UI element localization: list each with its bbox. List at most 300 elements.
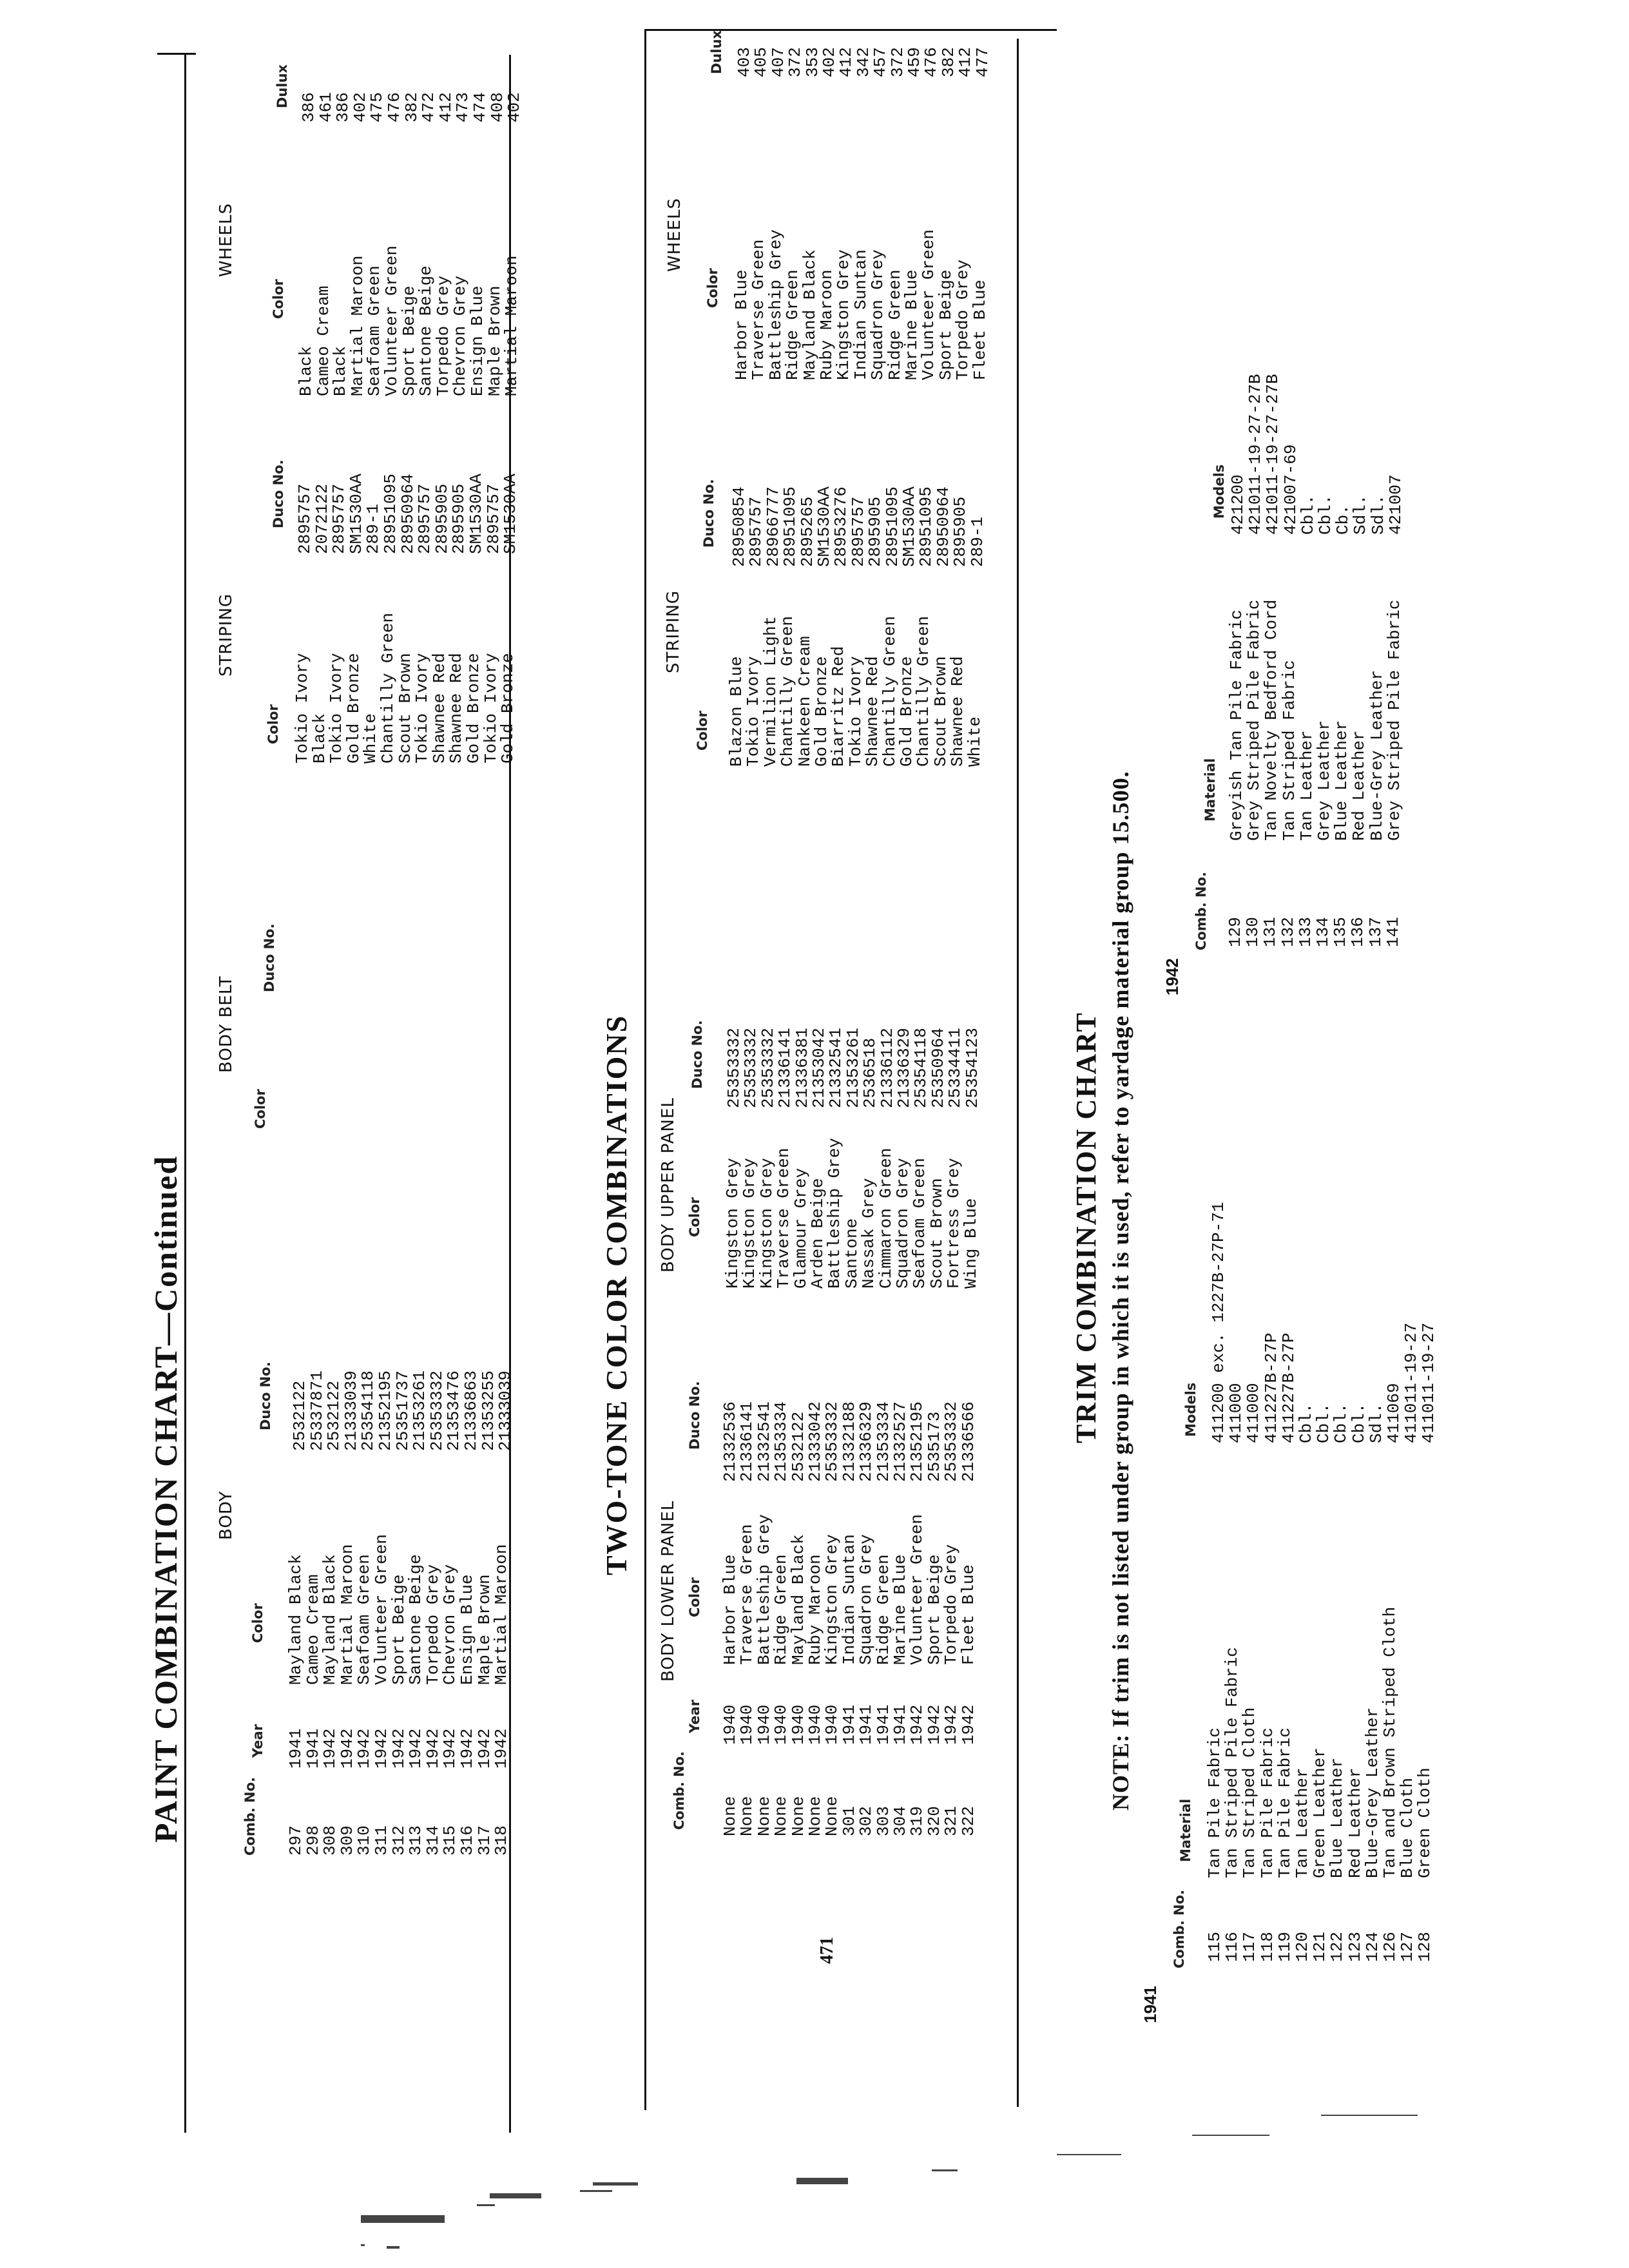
cell: Seafoam Green [910, 1158, 930, 1289]
cell: 382 [401, 92, 421, 122]
twotone-header-upper-duco: Duco No. [689, 1020, 705, 1089]
cell: 1940 [771, 1704, 791, 1745]
cell: 21336329 [894, 1028, 914, 1108]
cell: Ridge Green [885, 269, 905, 380]
cell: Black [309, 713, 329, 764]
paint-col-stripe-color [294, 613, 517, 764]
cell: 124 [1362, 1932, 1382, 1962]
paint-col-year [287, 1729, 510, 1769]
cell: Chevron Grey [440, 1564, 460, 1685]
cell: Volunteer Green [907, 1514, 927, 1665]
paint-header-belt-duco: Duco No. [262, 923, 277, 992]
cell: None [822, 1796, 842, 1836]
cell: 342 [853, 47, 873, 77]
cell: 461 [316, 92, 336, 122]
cell: Tan Striped Pile Fabric [1222, 1647, 1242, 1878]
cell: Gold Bronze [498, 653, 518, 764]
cell: Tan Leather [1296, 730, 1316, 841]
cell: 318 [492, 1825, 512, 1856]
paint-header-wheel-color: Color [271, 279, 286, 319]
cell: Sport Beige [399, 285, 419, 396]
cell: 312 [389, 1825, 409, 1856]
cell: Ensign Blue [467, 285, 487, 396]
cell: 1941 [286, 1728, 305, 1769]
cell: 459 [905, 47, 925, 77]
cell: Red Leather [1345, 1767, 1365, 1878]
trim-1941-header-material: Material [1178, 1798, 1193, 1862]
cell: 317 [474, 1825, 494, 1856]
cell: Glamour Grey [791, 1168, 811, 1289]
cell: 309 [337, 1825, 357, 1856]
paint-group-body: BODY [217, 1490, 236, 1540]
cell: Squadron Grey [856, 1534, 876, 1665]
cell: 21336112 [877, 1028, 897, 1108]
cell: Ruby Maroon [805, 1554, 825, 1665]
cell: 304 [891, 1806, 911, 1836]
cell: Vermilion Light [760, 615, 780, 767]
cell: Kingston Grey [723, 1158, 742, 1289]
trim-1941-col-comb [1206, 1932, 1434, 1962]
cell: 1942 [492, 1728, 512, 1769]
cell: 21332536 [720, 1401, 740, 1482]
paint-header-year: Year [250, 1724, 265, 1758]
cell: Torpedo Grey [941, 1544, 961, 1665]
twotone-header-lower-color: Color [687, 1577, 702, 1617]
cell: Nassak Grey [859, 1178, 879, 1289]
cell: 25351737 [392, 1370, 412, 1451]
cell: 1940 [788, 1704, 808, 1745]
cell: Mayland Black [286, 1554, 305, 1685]
cell: 2532122 [788, 1411, 808, 1482]
cell: Mayland Black [320, 1554, 340, 1685]
cell: Gold Bronze [463, 653, 483, 764]
trim-1942-col-models [1229, 374, 1405, 535]
paint-header-stripe-color: Color [265, 704, 281, 744]
cell: 2895905 [449, 483, 469, 554]
cell: 476 [921, 47, 941, 77]
cell: 21353255 [478, 1370, 498, 1451]
cell: 21336381 [792, 1028, 812, 1108]
scan-artifact [1057, 2154, 1121, 2155]
cell: 133 [1295, 917, 1315, 947]
cell: 1941 [891, 1704, 911, 1745]
cell: 2895757 [746, 496, 766, 567]
twotone-col-upper-color [724, 1138, 979, 1289]
cell: Scout Brown [930, 656, 950, 767]
cell: Santone Beige [416, 265, 436, 396]
cell: Ensign Blue [457, 1574, 477, 1685]
cell: Shawnee Red [863, 656, 883, 767]
cell: Blue Cloth [1398, 1777, 1418, 1878]
trim-1941-label: 1941 [1141, 1986, 1160, 2023]
cell: 412 [836, 47, 856, 77]
cell: 1940 [822, 1704, 842, 1745]
paint-top-rule [184, 55, 186, 2133]
cell: SM1530AA [501, 474, 521, 554]
cell: 382 [938, 47, 958, 77]
cell: 405 [751, 47, 771, 77]
trim-note: NOTE: If trim is not listed under group in which it is used, refer to yardage material group 15.500. [1108, 771, 1133, 1811]
cell: 28951095 [882, 486, 902, 567]
cell: 1942 [406, 1728, 426, 1769]
cell: Blue-Grey Leather [1362, 1707, 1382, 1878]
cell: Torpedo Grey [433, 275, 453, 396]
cell: Tan Striped Fabric [1279, 660, 1299, 841]
cell: 310 [354, 1825, 374, 1856]
cell: 25354123 [962, 1028, 982, 1108]
cell: 1941 [856, 1704, 876, 1745]
cell: Traverse Green [774, 1148, 794, 1289]
cell: Harbor Blue [732, 269, 751, 380]
cell: 28953276 [831, 486, 851, 567]
trim-1941-header-models: Models [1183, 1382, 1199, 1437]
scan-artifact [932, 2169, 958, 2171]
cell: Chantilly Green [778, 615, 798, 767]
cell: 407 [768, 47, 788, 77]
cell: Indian Suntan [851, 249, 871, 380]
cell: 21352195 [375, 1370, 395, 1451]
cell: 21336141 [737, 1401, 757, 1482]
cell: 372 [786, 47, 805, 77]
cell: Squadron Grey [893, 1158, 913, 1289]
twotone-top-rule [644, 29, 646, 2110]
cell: Cbl. [1298, 494, 1318, 535]
twotone-col-upper-duco [726, 1028, 981, 1108]
cell: Cbl. [1296, 1403, 1316, 1443]
cell: 301 [839, 1806, 859, 1836]
paint-header-body-duco: Duco No. [258, 1361, 273, 1430]
cell: Tokio Ivory [327, 653, 347, 764]
cell: SM1530AA [815, 486, 834, 567]
cell: 25334411 [945, 1028, 965, 1108]
cell: 477 [972, 47, 992, 77]
paint-col-body-duco [291, 1370, 514, 1451]
cell: Kingston Grey [834, 249, 854, 380]
cell: 120 [1293, 1932, 1313, 1962]
cell: 25337871 [307, 1370, 327, 1451]
cell: 25350964 [928, 1028, 948, 1108]
cell: None [720, 1796, 740, 1836]
cell: Traverse Green [737, 1524, 757, 1665]
trim-1942-header-material: Material [1202, 758, 1218, 822]
paint-chart-title: PAINT COMBINATION CHART—Continued [148, 1155, 184, 1843]
cell: Cameo Cream [313, 285, 333, 396]
cell: 28950854 [729, 486, 749, 567]
cell: 2895905 [950, 496, 970, 567]
cell: 21353476 [444, 1370, 464, 1451]
cell: 314 [423, 1825, 443, 1856]
cell: 1942 [423, 1728, 443, 1769]
cell: Sdl. [1368, 494, 1388, 535]
paint-col-stripe-duco [296, 474, 519, 554]
cell: Indian Suntan [839, 1534, 859, 1665]
cell: Chantilly Green [378, 612, 398, 764]
cell: Volunteer Green [919, 229, 939, 380]
cell: Seafoam Green [365, 265, 385, 396]
cell: White [965, 716, 985, 767]
cell: 2895905 [432, 483, 452, 554]
cell: 2895757 [295, 483, 314, 554]
cell: 28951095 [916, 486, 936, 567]
cell: 2895757 [415, 483, 435, 554]
trim-1942-header-models: Models [1211, 464, 1227, 519]
trim-1942-col-comb [1227, 917, 1402, 947]
cell: Shawnee Red [429, 653, 449, 764]
twotone-col-lower-color [722, 1514, 977, 1665]
cell: None [771, 1796, 791, 1836]
cell: Blue Leather [1327, 1757, 1347, 1878]
cell: Mayland Black [788, 1534, 808, 1665]
paint-col-body-color [287, 1534, 510, 1685]
twotone-group-lower: BODY LOWER PANEL [659, 1500, 678, 1682]
cell: Torpedo Grey [953, 259, 973, 380]
cell: Fortress Grey [944, 1158, 964, 1289]
twotone-col-year [722, 1705, 977, 1745]
cell: Battleship Grey [825, 1137, 845, 1289]
cell: Fleet Blue [970, 279, 990, 380]
cell: 1940 [737, 1704, 757, 1745]
cell: 28950964 [398, 474, 418, 554]
cell: Marine Blue [902, 269, 922, 380]
paint-header-stripe-duco: Duco No. [271, 459, 286, 528]
cell: Cb. [1333, 505, 1353, 535]
cell: Martial Maroon [347, 255, 367, 396]
cell: 403 [735, 47, 754, 77]
cell: Blazon Blue [727, 656, 746, 767]
cell: 411227B-27P [1261, 1332, 1281, 1443]
cell: 412 [436, 92, 456, 122]
cell: 25353332 [724, 1028, 744, 1108]
twotone-header-year: Year [687, 1699, 702, 1733]
cell: 303 [873, 1806, 893, 1836]
twotone-col-stripe-color [728, 616, 983, 767]
twotone-group-upper: BODY UPPER PANEL [659, 1097, 678, 1273]
cell: 1940 [754, 1704, 774, 1745]
cell: 1940 [805, 1704, 825, 1745]
cell: 2532122 [324, 1380, 344, 1451]
cell: Ridge Green [783, 269, 803, 380]
cell: 474 [470, 92, 490, 122]
cell: 25354118 [911, 1028, 931, 1108]
cell: Nankeen Cream [795, 636, 815, 767]
cell: 313 [406, 1825, 426, 1856]
twotone-col-comb [722, 1796, 977, 1836]
cell: Santone [842, 1218, 862, 1289]
cell: 1940 [720, 1704, 740, 1745]
cell: Chevron Grey [450, 275, 470, 396]
cell: 121 [1310, 1932, 1330, 1962]
cell: 1942 [354, 1728, 374, 1769]
twotone-title: TWO-TONE COLOR COMBINATIONS [600, 1014, 633, 1575]
cell: 1942 [371, 1728, 391, 1769]
cell: Cbl. [1316, 494, 1336, 535]
cell: 402 [820, 47, 840, 77]
cell: 1942 [440, 1728, 460, 1769]
cell: 472 [419, 92, 439, 122]
cell: 1942 [924, 1704, 944, 1745]
cell: None [805, 1796, 825, 1836]
cell: 21332527 [891, 1401, 911, 1482]
cell: 298 [303, 1825, 323, 1856]
cell: Grey Striped Pile Fabric [1244, 599, 1264, 841]
cell: 28966777 [763, 486, 783, 567]
cell: 115 [1205, 1932, 1224, 1962]
scan-artifact [387, 2246, 400, 2249]
cell: 476 [384, 92, 404, 122]
cell: Chantilly Green [880, 615, 900, 767]
cell: 122 [1327, 1932, 1347, 1962]
cell: 402 [505, 92, 525, 122]
trim-1942-header-comb: Comb. No. [1193, 871, 1209, 950]
cell: 141 [1383, 917, 1403, 947]
cell: 408 [487, 92, 507, 122]
cell: Tan Striped Cloth [1240, 1707, 1260, 1878]
cell: None [788, 1796, 808, 1836]
cell: Battleship Grey [766, 229, 786, 380]
cell: 25354118 [358, 1370, 378, 1451]
cell: Squadron Grey [868, 249, 888, 380]
cell: 25353332 [427, 1370, 447, 1451]
cell: Torpedo Grey [423, 1564, 443, 1685]
cell: 21353334 [771, 1401, 791, 1482]
cell: Tan Novelty Bedford Cord [1262, 599, 1282, 841]
cell: 421200 [1228, 474, 1248, 535]
cell: 131 [1260, 917, 1280, 947]
cell: 2535173 [924, 1411, 944, 1482]
cell: 1941 [303, 1728, 323, 1769]
cell: Blue-Grey Leather [1367, 669, 1387, 841]
cell: Scout Brown [927, 1178, 947, 1289]
cell: Ridge Green [873, 1554, 893, 1665]
cell: Tokio Ivory [744, 656, 764, 767]
cell: 132 [1278, 917, 1298, 947]
cell: 1942 [320, 1728, 340, 1769]
paint-header-body-color: Color [250, 1603, 265, 1643]
scan-artifact [477, 2204, 495, 2206]
cell: 21352195 [907, 1401, 927, 1482]
cell: 119 [1275, 1932, 1295, 1962]
paint-header-comb: Comb. No. [242, 1776, 258, 1856]
cell: Battleship Grey [754, 1514, 774, 1665]
cell: Cbl. [1314, 1403, 1334, 1443]
cell: 1942 [389, 1728, 409, 1769]
cell: Chantilly Green [914, 615, 934, 767]
cell: 1942 [457, 1728, 477, 1769]
cell: 126 [1380, 1932, 1400, 1962]
cell: 28951095 [380, 474, 400, 554]
cell: 421011-19-27-27B [1246, 374, 1266, 535]
cell: 421011-19-27-27B [1263, 374, 1283, 535]
cell: 129 [1226, 917, 1245, 947]
cell: 411011-19-27 [1419, 1322, 1439, 1443]
cell: 21336863 [461, 1370, 481, 1451]
cell: Maple Brown [474, 1574, 494, 1685]
cell: None [737, 1796, 757, 1836]
trim-1941-col-models [1210, 1202, 1438, 1443]
cell: 2072122 [312, 483, 332, 554]
cell: 297 [286, 1825, 305, 1856]
cell: None [754, 1796, 774, 1836]
cell: Tokio Ivory [412, 653, 432, 764]
twotone-bottom-rule [1017, 39, 1019, 2107]
cell: 130 [1243, 917, 1263, 947]
cell: Shawnee Red [948, 656, 968, 767]
cell: 117 [1240, 1932, 1260, 1962]
cell: 118 [1257, 1932, 1277, 1962]
trim-1942-label: 1942 [1162, 958, 1182, 995]
cell: 1942 [941, 1704, 961, 1745]
cell: Black [296, 345, 316, 396]
cell: Blue Leather [1332, 720, 1352, 841]
cell: Gold Bronze [897, 656, 917, 767]
cell: SM1530AA [466, 474, 486, 554]
twotone-group-striping: STRIPING [664, 590, 683, 673]
cell: Martial Maroon [492, 1544, 512, 1685]
cell: Scout Brown [395, 653, 415, 764]
cell: Arden Beige [808, 1178, 828, 1289]
cell: 21353334 [873, 1401, 893, 1482]
cell: 475 [367, 92, 387, 122]
twotone-col-stripe-duco [731, 486, 986, 567]
cell: Gold Bronze [812, 656, 832, 767]
twotone-col-lower-duco [722, 1401, 977, 1482]
cell: Wing Blue [961, 1198, 981, 1289]
cell: 411011-19-27 [1402, 1322, 1422, 1443]
cell: 21353261 [410, 1370, 430, 1451]
cell: 353 [802, 47, 822, 77]
cell: 2895757 [848, 496, 868, 567]
cell: 321 [941, 1806, 961, 1836]
cell: 21332188 [839, 1401, 859, 1482]
cell: 421007-69 [1280, 444, 1300, 535]
cell: Sdl. [1351, 494, 1371, 535]
cell: 1942 [907, 1704, 927, 1745]
cell: 134 [1313, 917, 1333, 947]
cell: 315 [440, 1825, 460, 1856]
cell: 135 [1331, 917, 1351, 947]
cell: Santone Beige [406, 1554, 426, 1685]
cell: 302 [856, 1806, 876, 1836]
cell: 127 [1398, 1932, 1418, 1962]
cell: 136 [1348, 917, 1368, 947]
cell: 311 [371, 1825, 391, 1856]
trim-chart-title: TRIM COMBINATION CHART [1070, 1012, 1102, 1443]
cell: Cbl. [1331, 1403, 1351, 1443]
paint-right-tick [157, 53, 196, 55]
cell: 402 [350, 92, 370, 122]
cell: 21336329 [856, 1401, 876, 1482]
twotone-col-wheel-color [733, 229, 988, 380]
cell: 21336566 [958, 1401, 978, 1482]
twotone-col-dulux [736, 47, 991, 77]
twotone-header-stripe-duco: Duco No. [701, 479, 717, 548]
cell: SM1530AA [346, 474, 366, 554]
cell: 21353261 [843, 1028, 863, 1108]
twotone-header-stripe-color: Color [695, 711, 710, 751]
scan-artifact [1192, 2135, 1269, 2136]
cell: 386 [333, 92, 353, 122]
cell: 2895757 [329, 483, 349, 554]
cell: Black [331, 345, 351, 396]
cell: 25353332 [822, 1401, 842, 1482]
cell: 21333042 [805, 1401, 825, 1482]
cell: 1942 [958, 1704, 978, 1745]
cell: 1941 [873, 1704, 893, 1745]
cell: Tan Pile Fabric [1275, 1727, 1295, 1878]
twotone-header-dulux: Dulux [709, 30, 724, 74]
cell: 411069 [1384, 1383, 1404, 1443]
twotone-header-upper-color: Color [687, 1197, 702, 1237]
